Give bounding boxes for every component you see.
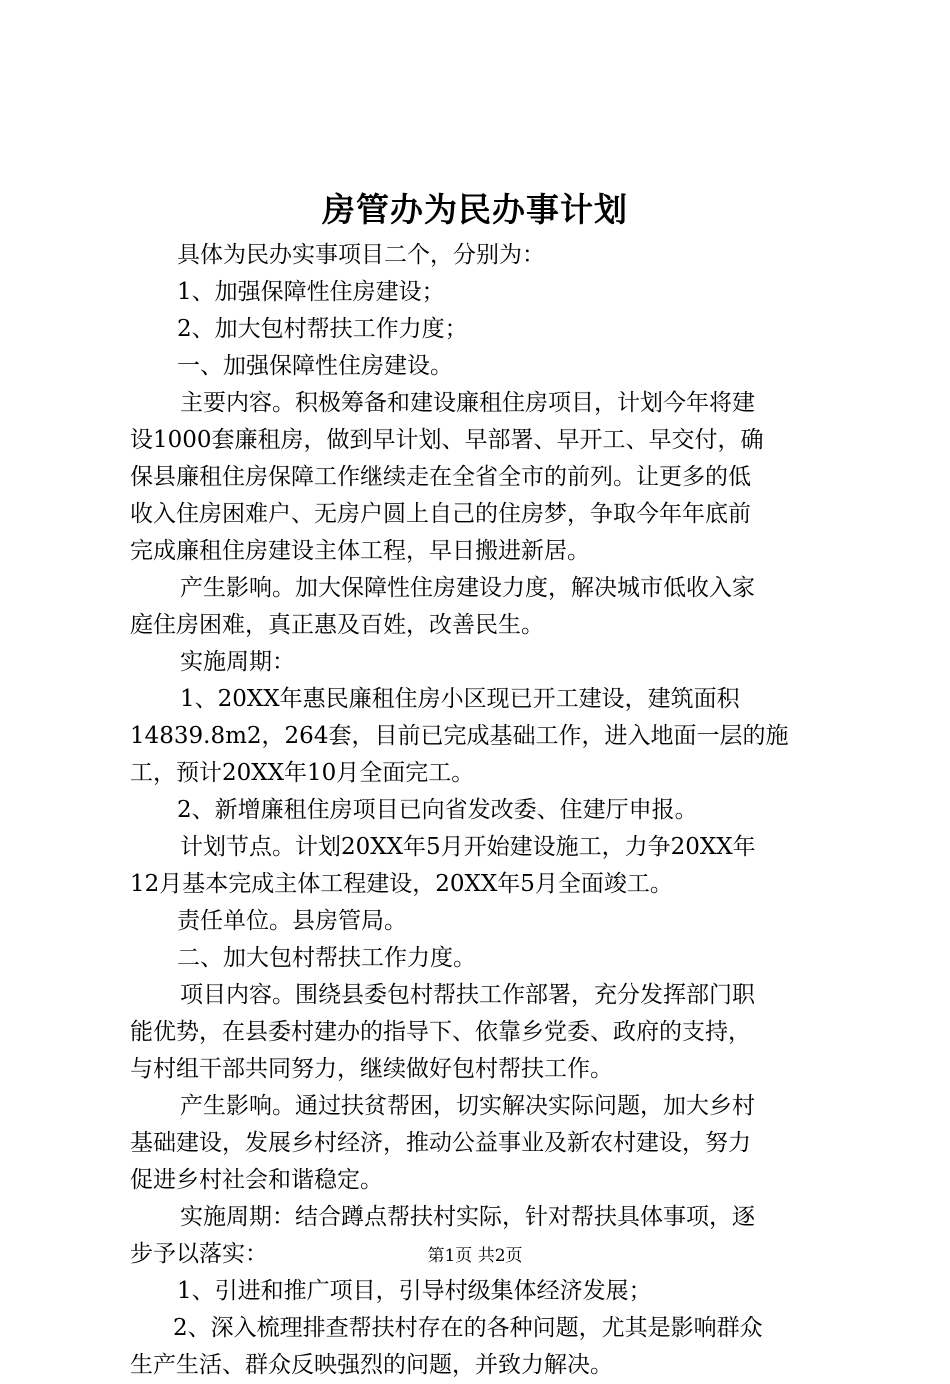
paragraph-line: 产生影响。加大保障性住房建设力度，解决城市低收入家 [180,575,755,601]
paragraph-line: 工，预计20XX年10月全面完工。 [130,760,475,786]
paragraph-line: 2、加大包村帮扶工作力度； [177,316,468,342]
paragraph-line: 促进乡村社会和谐稳定。 [130,1167,383,1193]
paragraph-line: 14839.8m2，264套，目前已完成基础工作，进入地面一层的施 [130,723,789,749]
paragraph-line: 责任单位。县房管局。 [177,908,407,934]
paragraph-line: 1、20XX年惠民廉租住房小区现已开工建设，建筑面积 [180,686,740,712]
page-footer: 第1页 共2页 [427,1246,523,1266]
paragraph-line: 步予以落实： [130,1241,268,1267]
paragraph-line: 与村组干部共同努力，继续做好包村帮扶工作。 [130,1056,613,1082]
paragraph-line: 实施周期：结合蹲点帮扶村实际，针对帮扶具体事项，逐 [180,1204,755,1230]
paragraph-line: 完成廉租住房建设主体工程，早日搬进新居。 [130,538,590,564]
paragraph-line: 生产生活、群众反映强烈的问题，并致力解决。 [130,1352,613,1378]
paragraph-line: 二、加大包村帮扶工作力度。 [177,945,476,971]
paragraph-line: 计划节点。计划20XX年5月开始建设施工，力争20XX年 [180,834,756,860]
paragraph-line: 一、加强保障性住房建设。 [177,353,453,379]
document-body [130,237,832,1384]
paragraph-line: 基础建设，发展乡村经济，推动公益事业及新农村建设，努力 [130,1130,751,1156]
document-title: 房管办为民办事计划 [322,190,628,229]
paragraph-line: 12月基本完成主体工程建设，20XX年5月全面竣工。 [130,871,673,897]
paragraph-line: 能优势，在县委村建办的指导下、依靠乡党委、政府的支持， [130,1019,751,1045]
paragraph-line: 实施周期： [180,649,295,675]
paragraph-line: 项目内容。围绕县委包村帮扶工作部署，充分发挥部门职 [180,982,755,1008]
paragraph-line: 设1000套廉租房，做到早计划、早部署、早开工、早交付，确 [130,427,764,453]
paragraph-line: 主要内容。积极筹备和建设廉租住房项目，计划今年将建 [180,390,755,416]
paragraph-line: 收入住房困难户、无房户圆上自己的住房梦，争取今年年底前 [130,501,751,527]
paragraph-line: 1、加强保障性住房建设； [177,279,445,305]
paragraph-line: 2、深入梳理排查帮扶村存在的各种问题，尤其是影响群众 [173,1315,763,1341]
paragraph-line: 产生影响。通过扶贫帮困，切实解决实际问题，加大乡村 [180,1093,755,1119]
paragraph-line: 2、新增廉租住房项目已向省发改委、住建厅申报。 [177,797,698,823]
paragraph-line: 1、引进和推广项目，引导村级集体经济发展； [177,1278,652,1304]
paragraph-line: 保县廉租住房保障工作继续走在全省全市的前列。让更多的低 [130,464,751,490]
paragraph-line: 庭住房困难，真正惠及百姓，改善民生。 [130,612,544,638]
paragraph-line: 具体为民办实事项目二个，分别为： [177,242,545,268]
